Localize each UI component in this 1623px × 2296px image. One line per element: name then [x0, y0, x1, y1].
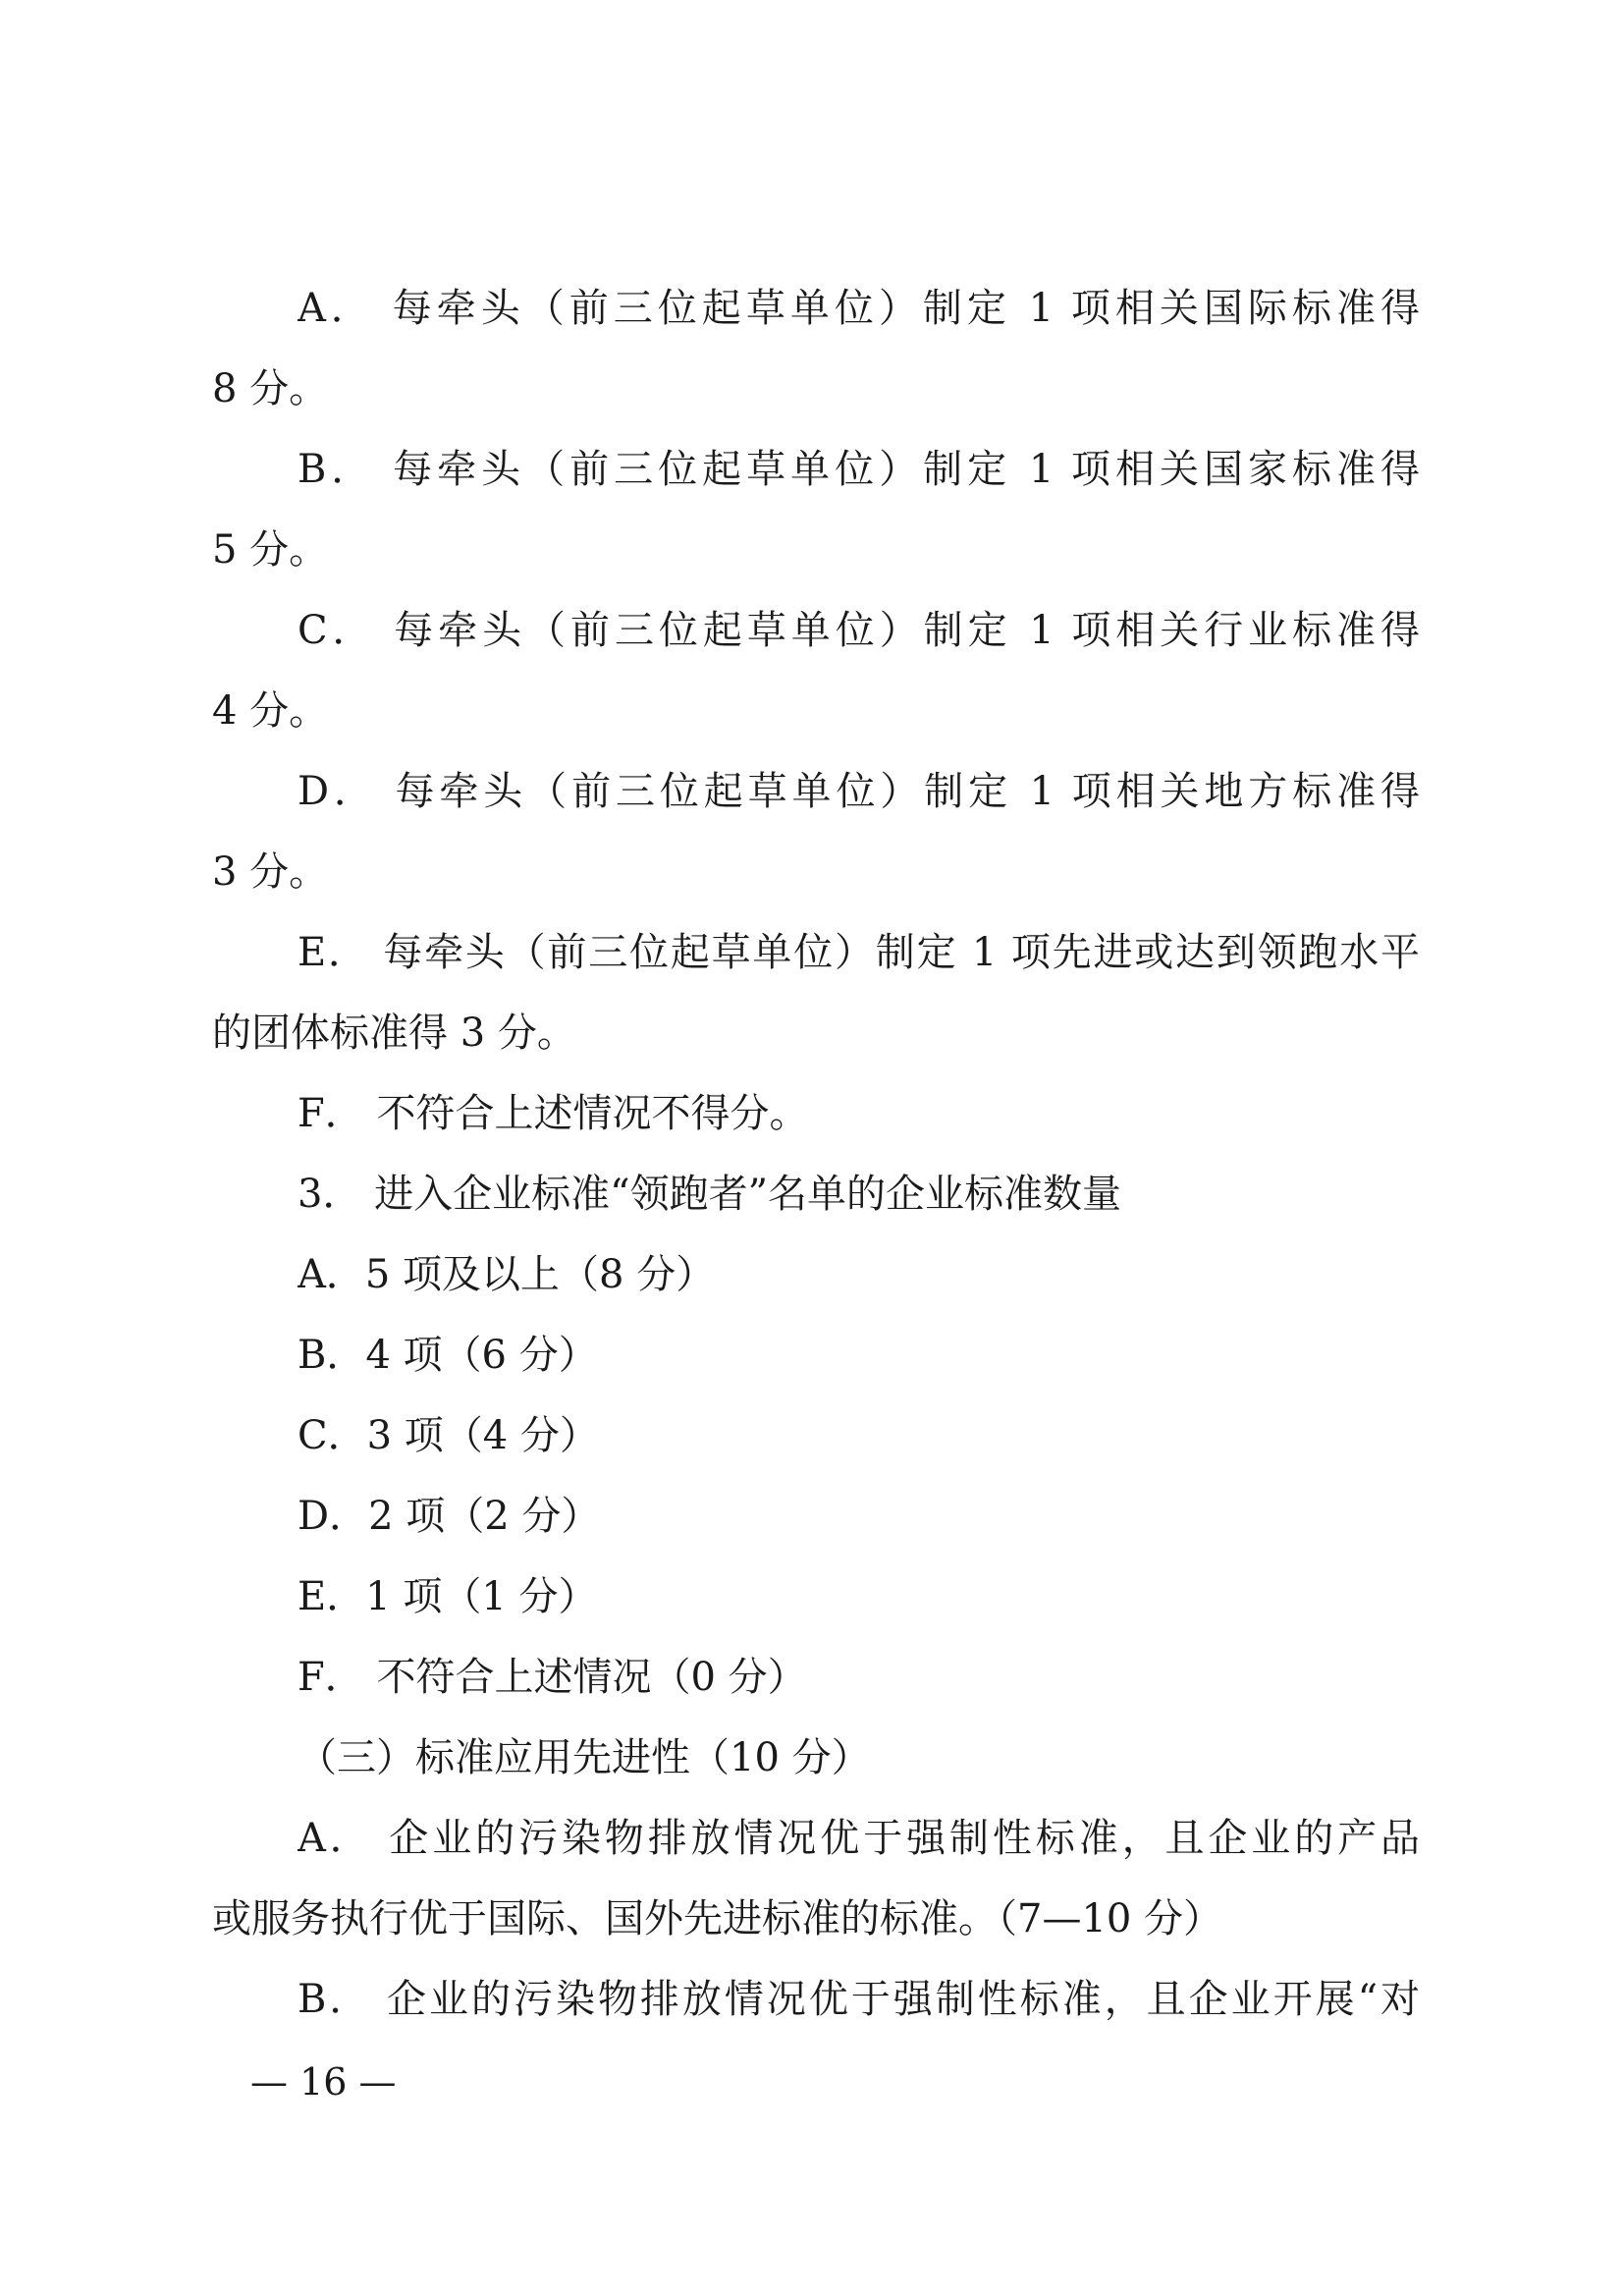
text-line: C．3 项（4 分）	[298, 1413, 599, 1458]
section-heading: （三）标准应用先进性（10 分）	[298, 1735, 871, 1780]
text-line: 5 分。	[212, 527, 329, 573]
text-line: 3 分。	[212, 849, 329, 895]
text-line: F． 不符合上述情况不得分。	[298, 1091, 809, 1136]
text-line: 或服务执行优于国际、国外先进标准的标准。（7—10 分）	[212, 1896, 1223, 1941]
text-line: A．5 项及以上（8 分）	[298, 1252, 716, 1297]
section-heading: 3． 进入企业标准“领跑者”名单的企业标准数量	[298, 1172, 1122, 1217]
text-line: F． 不符合上述情况（0 分）	[298, 1655, 807, 1700]
text-line: D． 每牵头（前三位起草单位）制定 1 项相关地方标准得	[298, 769, 1420, 814]
text-line: E． 每牵头（前三位起草单位）制定 1 项先进或达到领跑水平	[298, 930, 1420, 975]
text-line: A． 每牵头（前三位起草单位）制定 1 项相关国际标准得	[298, 286, 1420, 331]
text-line: 的团体标准得 3 分。	[212, 1011, 576, 1056]
text-line: C． 每牵头（前三位起草单位）制定 1 项相关行业标准得	[298, 608, 1420, 653]
text-line: B．4 项（6 分）	[298, 1333, 598, 1378]
text-line: A． 企业的污染物排放情况优于强制性标准，且企业的产品	[298, 1816, 1420, 1861]
text-line: E．1 项（1 分）	[298, 1574, 598, 1619]
text-line: B． 每牵头（前三位起草单位）制定 1 项相关国家标准得	[298, 447, 1420, 492]
text-line: B． 企业的污染物排放情况优于强制性标准，且企业开展“对	[298, 1977, 1420, 2022]
text-line: 4 分。	[212, 688, 329, 734]
text-line: 8 分。	[212, 366, 329, 411]
page-number: — 16 —	[250, 2060, 397, 2104]
text-line: D．2 项（2 分）	[298, 1494, 601, 1539]
